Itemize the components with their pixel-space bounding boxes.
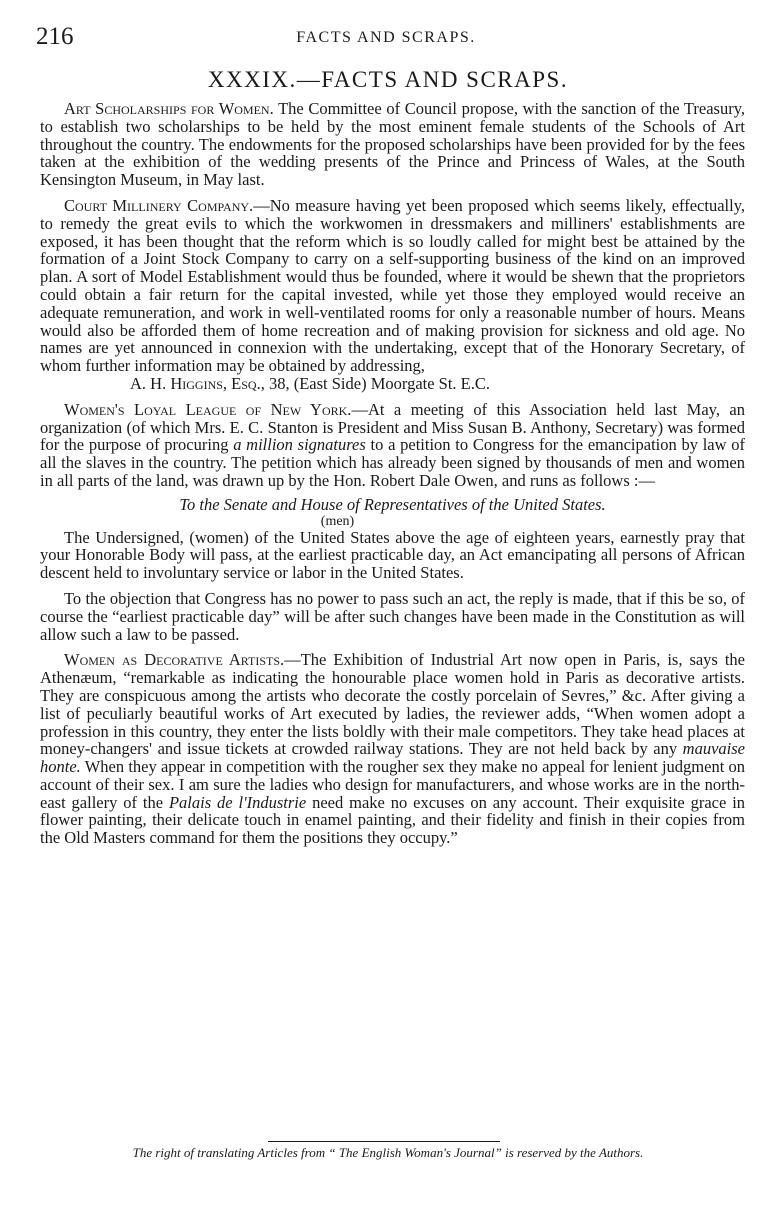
paragraph-text: The Committee of Council propose, with the sanction of the Treasury, to establish two scholarships to be held by the most eminent female students of the Schools of Art throughout the country. The endowments for the proposed scholarships have been provided for by the fees taken at the exhibition of the wedding presents of the Prince and Princess of Wales, at the South Kensington Museum, in May last. <box>40 99 745 190</box>
petition-men-note: (men) <box>320 513 355 529</box>
page-number: 216 <box>36 23 74 50</box>
paragraph-art-scholarships <box>40 100 745 189</box>
footer-rule <box>268 1141 500 1142</box>
secretary-address <box>40 375 745 393</box>
section-heading: Women as Decorative Artists. <box>64 650 285 670</box>
chapter-title: XXXIX.—FACTS AND SCRAPS. <box>207 67 569 92</box>
running-head <box>36 22 736 52</box>
secretary-address-text: 38, (East Side) Moorgate St. E.C. <box>268 373 491 393</box>
objection-text: To the objection that Congress has no power to pass such an act, the reply is made, that if this be so, of course the “earliest practicable day” will be after such changes have been made in the Constitution as will allow such a law to be passed. <box>40 588 745 644</box>
paragraph-decorative-artists <box>40 651 745 847</box>
paragraph-court-millinery <box>40 197 745 375</box>
paragraph-loyal-league <box>40 401 745 490</box>
emphasis-text: a million signatures <box>233 435 366 455</box>
paragraph-text: to a petition to Congress for the emancipation by law of all the slaves in the country. The petition which has already been signed by thousands of men and women in all parts of the land, was drawn up by the Hon. Robert Dale Owen, and runs as follows :— <box>40 435 745 490</box>
section-heading: Art Scholarships for Women. <box>64 99 274 118</box>
petition-text: The Undersigned, (women) of the United States above the age of eighteen years, earnestly pray that your Honorable Body will pass, at the earliest practicable day, an Act emancipating all persons of African descent held to involuntary service or labor in the United States. <box>40 527 745 583</box>
petition-heading: To the Senate and House of Representatives of the United States. <box>179 494 606 514</box>
paragraph-text: When they appear in competition with the rougher sex they make no appeal for lenient judgment on account of their sex. I am sure the ladies who design for manufacturers, and whose works are in the north-east gallery of the <box>40 757 745 812</box>
emphasis-text: mauvaise honte. <box>40 739 745 777</box>
section-heading: Court Millinery Company. <box>64 195 254 215</box>
copyright-notice: The right of translating Articles from “ The English Woman's Journal” is reserved by the Authors. <box>132 1145 644 1160</box>
section-heading: Women's Loyal League of New York. <box>64 399 352 419</box>
paragraph-text: —At a meeting of this Association held last May, an organization (of which Mrs. E. C. Stanton is President and Miss Susan B. Anthony, Secretary) was formed for the purpose of procuring <box>40 399 745 455</box>
emphasis-text: Palais de l'Industrie <box>168 792 307 812</box>
paragraph-text: —The Exhibition of Industrial Art now open in Paris, is, says the Athenæum, “remarkable as indicating the honourable place women hold in Paris as decorative artists. They are conspicuous among the artists who decorate the costly porcelain of Sevres,” &c. After giving a list of peculiarly beautiful works of Art executed by ladies, the reviewer adds, “When women adopt a profession in this country, they enter the lists boldly with their male competitors. They take head places at money-changers' and issue tickets at crowded railway stations. They are not held back by any <box>40 650 745 759</box>
running-title: FACTS AND SCRAPS. <box>296 29 476 46</box>
secretary-name: A. H. Higgins, Esq., <box>130 373 265 393</box>
paragraph-text: —No measure having yet been proposed which seems likely, effectually, to remedy the great evils to which the workwomen in dressmakers and milliners' establishments are exposed, it has been thought that the reform which is so loudly called for might best be attained by the formation of a Joint Stock Company to carry on a self-supporting business of the kind on an improved plan. A sort of Model Establishment would thus be founded, where it would be shewn that the proprietors could obtain a fair return for the capital invested, while yet those they employed would receive an adequate remuneration, and work in well-ventilated rooms for only a reasonable number of hours. Means would also be afforded them of home recreation and of making provision for sickness and old age. No names are yet announced in connexion with the undertaking, except that of the Honorary Secretary, of whom further information may be obtained by addressing, <box>40 195 745 376</box>
paragraph-text: need make no excuses on any account. Their exquisite grace in flower painting, their delicate touch in enamel painting, and their fidelity and finish in their copies from the Old Masters command for them the positions they occupy.” <box>40 792 746 848</box>
article-body <box>40 100 745 847</box>
